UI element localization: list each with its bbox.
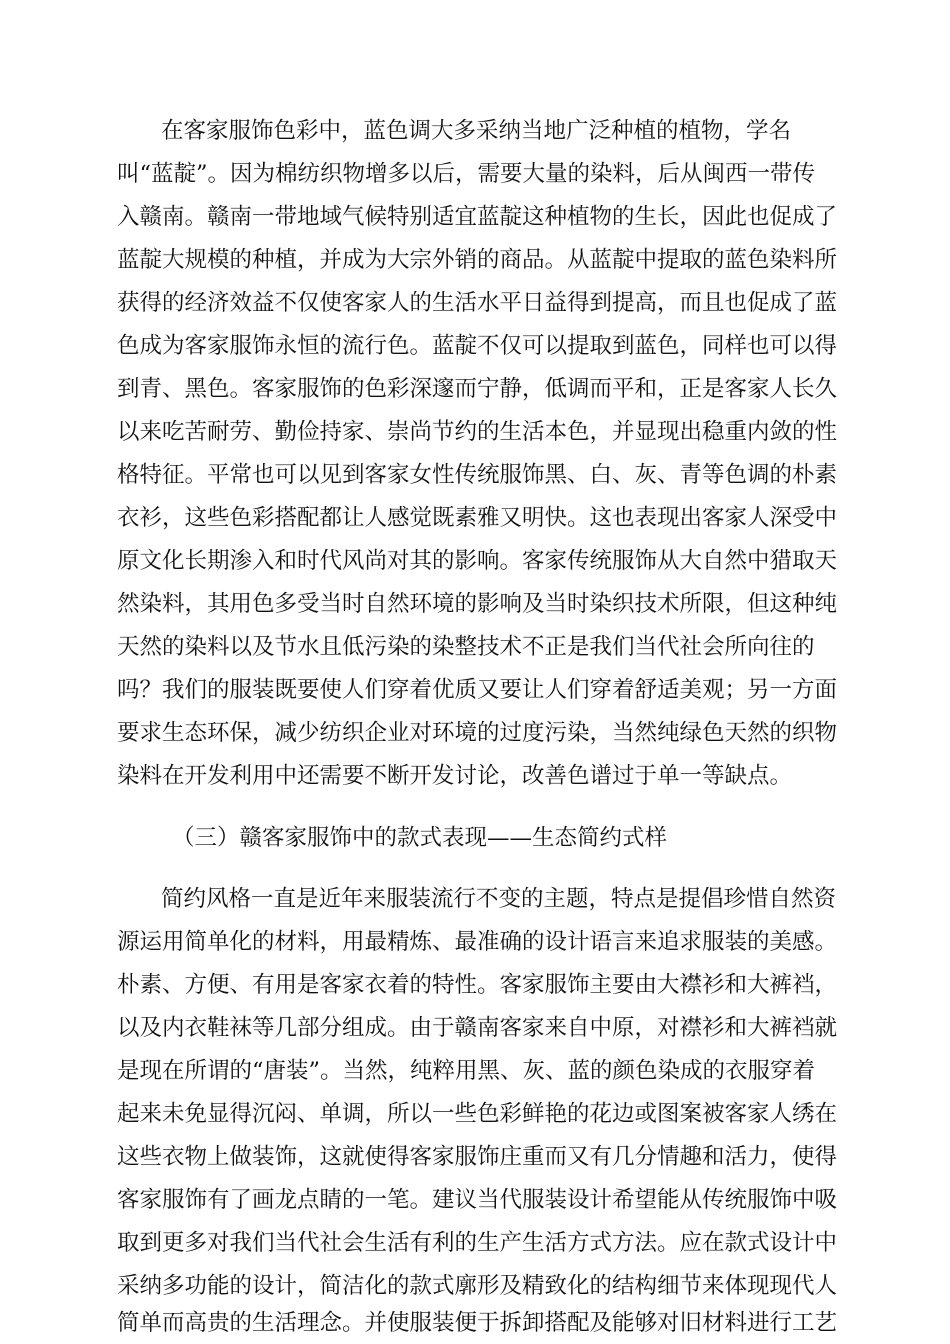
paragraph-2-line-2: 源运用简单化的材料，用最精炼、最准确的设计语言来追求服装的美感。: [117, 929, 838, 955]
paragraph-2-line-8: 客家服饰有了画龙点睛的一笔。建议当代服装设计希望能从传统服饰中吸: [117, 1187, 838, 1213]
paragraph-2-line-9: 取到更多对我们当代社会生活有利的生产生活方式方法。应在款式设计中: [117, 1230, 838, 1256]
paragraph-1-line-7: 到青、黑色。客家服饰的色彩深邃而宁静，低调而平和，正是客家人长久: [117, 376, 838, 402]
paragraph-2-line-4: 以及内衣鞋袜等几部分组成。由于赣南客家来自中原，对襟衫和大裤裆就: [117, 1015, 838, 1041]
paragraph-1-line-8: 以来吃苦耐劳、勤俭持家、崇尚节约的生活本色，并显现出稳重内敛的性: [117, 419, 838, 445]
paragraph-2-line-5: 是现在所谓的“唐装”。当然，纯粹用黑、灰、蓝的颜色染成的衣服穿着: [117, 1058, 816, 1084]
paragraph-1-line-15: 要求生态环保，减少纺织企业对环境的过度污染，当然纯绿色天然的织物: [117, 720, 838, 746]
paragraph-1-line-4: 蓝靛大规模的种植，并成为大宗外销的商品。从蓝靛中提取的蓝色染料所: [117, 247, 838, 273]
paragraph-2-line-6: 起来未免显得沉闷、单调，所以一些色彩鲜艳的花边或图案被客家人绣在: [117, 1101, 838, 1127]
paragraph-1-line-10: 衣衫，这些色彩搭配都让人感觉既素雅又明快。这也表现出客家人深受中: [117, 505, 838, 531]
paragraph-1-line-5: 获得的经济效益不仅使客家人的生活水平日益得到提高，而且也促成了蓝: [117, 290, 838, 316]
paragraph-1-line-1: 在客家服饰色彩中，蓝色调大多采纳当地广泛种植的植物，学名: [161, 118, 792, 144]
paragraph-2-line-7: 这些衣物上做装饰，这就使得客家服饰庄重而又有几分情趣和活力，使得: [117, 1144, 838, 1170]
paragraph-1-line-9: 格特征。平常也可以见到客家女性传统服饰黑、白、灰、青等色调的朴素: [117, 462, 838, 488]
paragraph-2-line-3: 朴素、方便、有用是客家衣着的特性。客家服饰主要由大襟衫和大裤裆，: [117, 972, 838, 998]
paragraph-1-line-6: 色成为客家服饰永恒的流行色。蓝靛不仅可以提取到蓝色，同样也可以得: [117, 333, 838, 359]
paragraph-2-line-10: 采纳多功能的设计，简洁化的款式廓形及精致化的结构细节来体现现代人: [117, 1273, 838, 1299]
paragraph-1-line-13: 天然的染料以及节水且低污染的染整技术不正是我们当代社会所向往的: [117, 634, 815, 660]
paragraph-1-line-14: 吗？我们的服装既要使人们穿着优质又要让人们穿着舒适美观；另一方面: [117, 677, 838, 703]
paragraph-1-line-2: 叫“蓝靛”。因为棉纺织物增多以后，需要大量的染料，后从闽西一带传: [117, 161, 816, 187]
paragraph-2-line-1: 简约风格一直是近年来服装流行不变的主题，特点是提倡珍惜自然资: [161, 886, 837, 912]
paragraph-1-line-11: 原文化长期渗入和时代风尚对其的影响。客家传统服饰从大自然中猎取天: [117, 548, 838, 574]
paragraph-2-line-11: 简单而高贵的生活理念。并使服装便于拆卸搭配及能够对旧材料进行工艺: [117, 1310, 838, 1336]
paragraph-1-line-12: 然染料，其用色多受当时自然环境的影响及当时染织技术所限，但这种纯: [117, 591, 838, 617]
section-heading: （三）赣客家服饰中的款式表现——生态简约式样: [172, 825, 668, 851]
paragraph-1-line-16: 染料在开发利用中还需要不断开发讨论，改善色谱过于单一等缺点。: [117, 763, 793, 789]
paragraph-1-line-3: 入赣南。赣南一带地域气候特别适宜蓝靛这种植物的生长，因此也促成了: [117, 204, 838, 230]
